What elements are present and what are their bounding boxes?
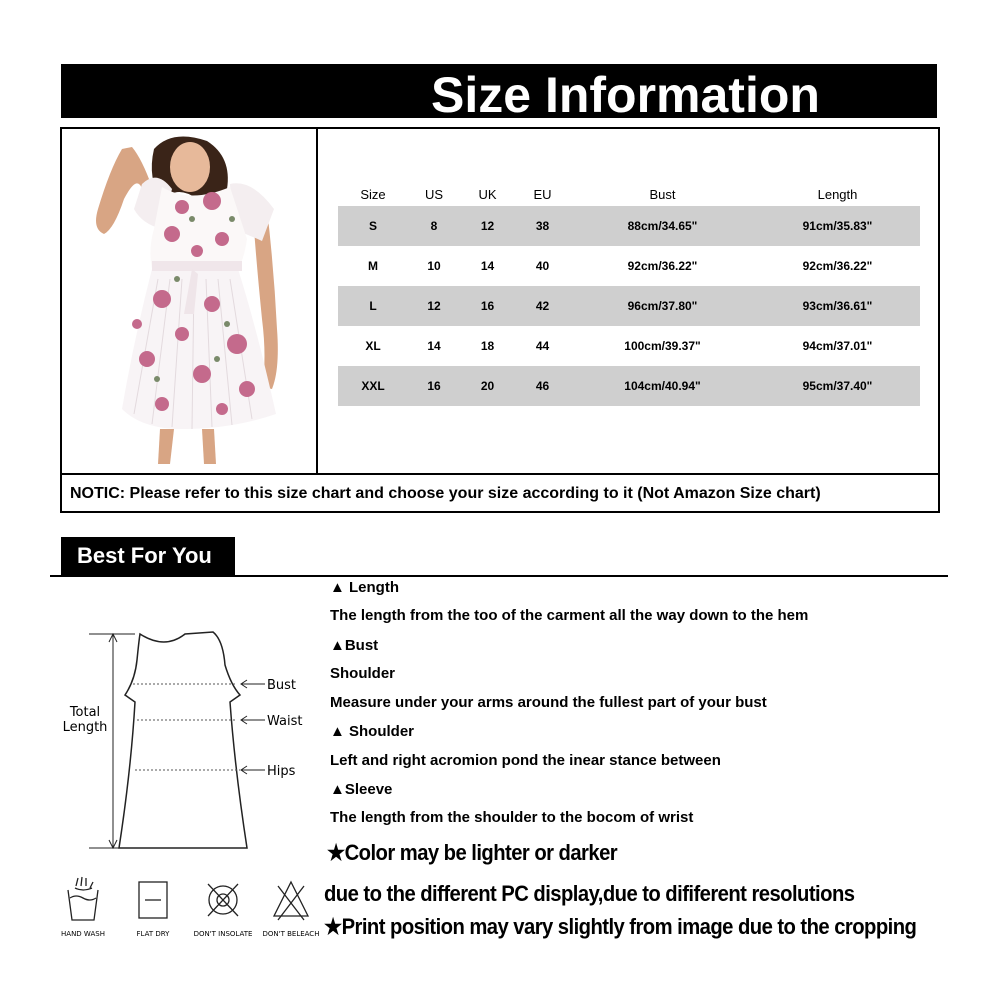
bust-label: Bust xyxy=(267,678,297,693)
cell-eu: 40 xyxy=(535,259,550,273)
cell-eu: 44 xyxy=(535,339,550,353)
shoulder-word: Shoulder xyxy=(330,665,396,682)
cell-uk: 12 xyxy=(460,206,515,246)
col-header-bust: Bust xyxy=(649,186,676,202)
col-header-length: Length xyxy=(817,186,858,202)
cell-us: 16 xyxy=(408,366,460,406)
cell-bust: 100cm/39.37" xyxy=(624,339,701,353)
best-for-you-label: Best For You xyxy=(77,543,212,568)
table-row xyxy=(338,246,920,286)
length-heading: ▲ Length xyxy=(330,579,400,596)
color-note: ★Color may be lighter or darker xyxy=(327,840,618,865)
dont-insolate-care xyxy=(188,876,258,946)
model-photo-cell xyxy=(62,129,318,473)
notice-row xyxy=(62,473,938,511)
cell-uk: 18 xyxy=(480,339,495,353)
cell-uk: 14 xyxy=(480,259,495,273)
flat-dry-icon xyxy=(118,876,188,926)
cell-size: L xyxy=(338,286,408,326)
flat-dry-label: FLAT DRY xyxy=(136,930,170,938)
cell-us: 10 xyxy=(427,259,441,273)
dont-insolate-label: DON'T INSOLATE xyxy=(193,930,253,938)
dont-bleach-label: DON'T BELEACH xyxy=(262,930,320,938)
print-note: ★Print position may vary slightly from image due to the cropping xyxy=(324,914,917,939)
cell-length: 93cm/36.61" xyxy=(755,286,920,326)
dont-insolate-icon xyxy=(188,876,258,926)
size-table xyxy=(338,182,920,406)
shoulder-description: Left and right acromion pond the inear stance between xyxy=(330,752,721,769)
waist-label: Waist xyxy=(267,714,303,729)
table-row xyxy=(338,326,920,366)
cell-length: 94cm/37.01" xyxy=(802,339,873,353)
hand-wash-icon xyxy=(48,876,118,926)
bust-description: Measure under your arms around the fullest part of your bust xyxy=(330,694,767,711)
cell-eu: 38 xyxy=(515,206,570,246)
length-description: The length from the too of the carment all the way down to the hem xyxy=(330,607,809,624)
flat-dry-care xyxy=(118,876,188,946)
col-header-uk: UK xyxy=(478,186,497,202)
display-note: due to the different PC display,due to dififerent resolutions xyxy=(324,881,855,906)
title-banner xyxy=(61,64,937,123)
cell-uk: 16 xyxy=(460,286,515,326)
cell-us: 8 xyxy=(408,206,460,246)
col-header-size: Size xyxy=(360,186,386,202)
best-for-you-tab xyxy=(61,537,235,575)
cell-bust: 92cm/36.22" xyxy=(627,259,698,273)
cell-bust: 104cm/40.94" xyxy=(570,366,755,406)
page-title: Size Information xyxy=(431,67,820,123)
cell-size: M xyxy=(368,259,378,273)
cell-bust: 88cm/34.65" xyxy=(570,206,755,246)
hand-wash-care xyxy=(48,876,118,946)
table-row xyxy=(338,286,920,326)
bust-heading: ▲Bust xyxy=(330,637,379,654)
cell-us: 14 xyxy=(427,339,441,353)
cell-length: 91cm/35.83" xyxy=(755,206,920,246)
shoulder-heading: ▲ Shoulder xyxy=(330,723,415,740)
cell-us: 12 xyxy=(408,286,460,326)
cell-size: XL xyxy=(365,339,381,353)
table-row xyxy=(338,206,920,246)
model-photo xyxy=(62,129,316,473)
total-length-arrow xyxy=(89,634,135,848)
hand-wash-label: HAND WASH xyxy=(61,930,105,938)
measurement-diagram xyxy=(55,620,325,860)
cell-uk: 20 xyxy=(460,366,515,406)
dont-bleach-icon xyxy=(256,876,326,926)
col-header-eu: EU xyxy=(533,186,552,202)
cell-size: S xyxy=(338,206,408,246)
sleeve-description: The length from the shoulder to the bocom of wrist xyxy=(330,809,694,826)
dont-bleach-care xyxy=(256,876,326,946)
hips-label: Hips xyxy=(267,764,296,779)
total-label-line1: Total xyxy=(69,705,101,720)
cell-size: XXL xyxy=(338,366,408,406)
col-header-us: US xyxy=(424,186,444,202)
sleeve-heading: ▲Sleeve xyxy=(330,781,393,798)
cell-length: 92cm/36.22" xyxy=(802,259,873,273)
table-header-row xyxy=(338,182,920,206)
cell-bust: 96cm/37.80" xyxy=(570,286,755,326)
section-divider xyxy=(50,575,948,577)
size-notice: NOTIC: Please refer to this size chart and choose your size according to it (Not Amazon Size chart) xyxy=(70,485,821,502)
table-row xyxy=(338,366,920,406)
cell-eu: 42 xyxy=(515,286,570,326)
cell-eu: 46 xyxy=(515,366,570,406)
total-label-line2: Length xyxy=(62,720,108,735)
cell-length: 95cm/37.40" xyxy=(755,366,920,406)
dress-outline xyxy=(119,632,247,848)
